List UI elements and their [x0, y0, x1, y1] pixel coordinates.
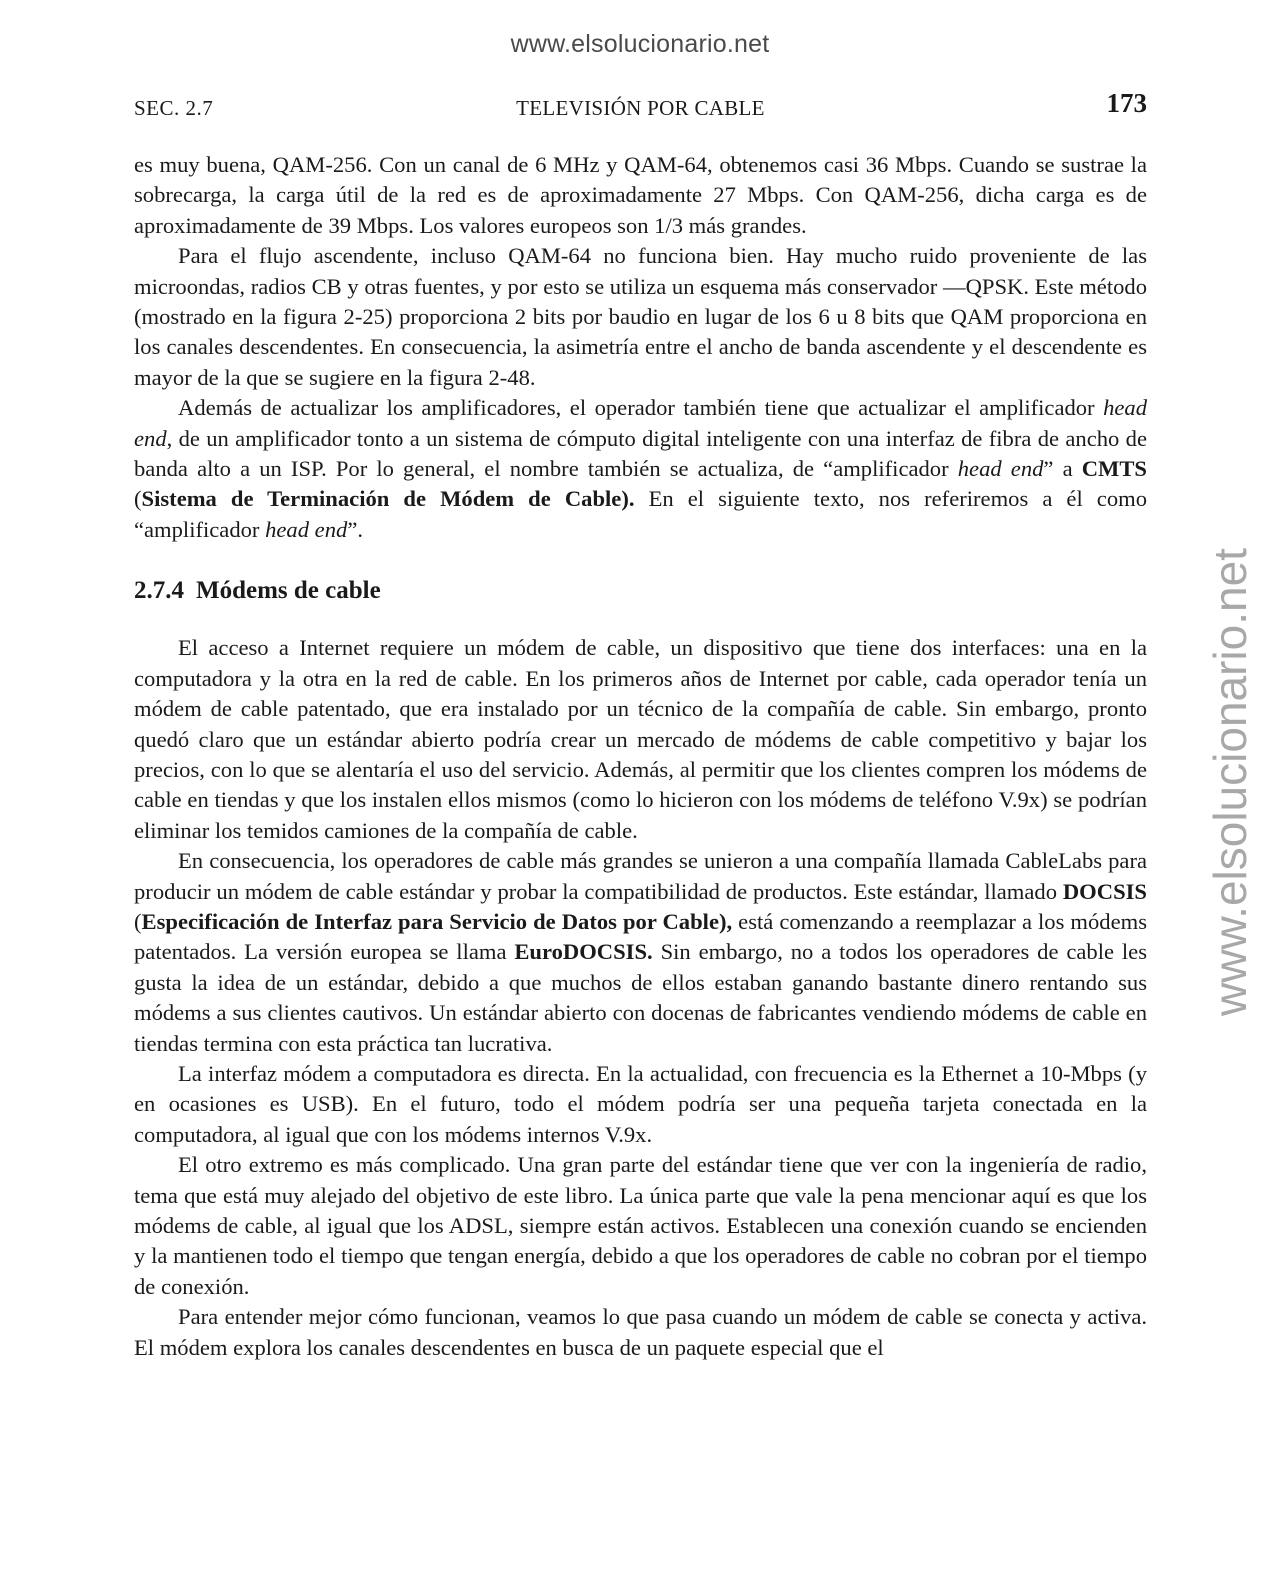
text-run: Además de actualizar los amplificadores, el operador también tiene que actualizar el amplificador	[178, 395, 1104, 421]
running-head-section: SEC. 2.7	[134, 96, 214, 120]
paragraph: es muy buena, QAM-256. Con un canal de 6 MHz y QAM-64, obtenemos casi 36 Mbps. Cuando se sustrae la sobrecarga, la carga útil de la red es de aproximadamente 27 Mbps. Con QAM-256, dicha carga es de aproximadamente de 39 Mbps. Los valores europeos son 1/3 más grandes.	[134, 152, 1147, 238]
text-run: Sin embargo, no a todos los operadores de cable les gusta la idea de un estándar, debido a que muchos de ellos estaban ganando bastante dinero rentando sus módems a sus clientes cautivos. Un estándar abierto con docenas de fabricantes vendiendo módems de cable en tiendas termina con esta práctica tan lucrativa.	[134, 939, 1147, 1056]
section-heading	[134, 576, 1147, 606]
paragraph: La interfaz módem a computadora es directa. En la actualidad, con frecuencia es la Ethernet a 10-Mbps (y en ocasiones es USB). En el futuro, todo el módem podría ser una pequeña tarjeta conectada en la computadora, al igual que con los módems internos V.9x.	[134, 1060, 1147, 1147]
running-head-title: TELEVISIÓN POR CABLE	[516, 96, 765, 120]
paragraph: El acceso a Internet requiere un módem de cable, un dispositivo que tiene dos interfaces: una en la computadora y la otra en la red de cable. En los primeros años de Internet por cable, cada operador tenía un módem de cable patentado, que era instalado por un técnico de la compañía de cable. Sin embargo, pronto quedó claro que un estándar abierto podría crear un mercado de módems de cable competitivo y bajar los precios, con lo que se alentaría el uso del servicio. Además, al permitir que los clientes compren los módems de cable en tiendas y que los instalen ellos mismos (como lo hicieron con los módems de teléfono V.9x) se podrían eliminar los temidos camiones de la compañía de cable.	[134, 635, 1147, 843]
paragraph	[134, 846, 1147, 1059]
paragraph	[134, 393, 1147, 545]
bold-term: Sistema de Terminación de Módem de Cable).	[141, 486, 635, 512]
text-run: (	[134, 486, 142, 512]
bold-term: EuroDOCSIS.	[514, 939, 653, 965]
page-body	[134, 150, 1147, 1363]
italic-term: head end	[265, 516, 348, 542]
text-run: , de un amplificador tonto a un sistema de cómputo digital inteligente con una interfaz de fibra de ancho de banda alto a un ISP. Por lo general, el nombre también se actualiza, de “amplificador	[134, 425, 1147, 482]
text-run: En consecuencia, los operadores de cable más grandes se unieron a una compañía llamada CableLabs para producir un módem de cable estándar y probar la compatibilidad de productos. Este estándar, llamado	[134, 848, 1147, 904]
text-run: está comenzando a reemplazar a los módems patentados. La versión europea se llama	[134, 908, 1147, 965]
text-run: ” a	[1043, 456, 1082, 482]
page-number: 173	[1106, 88, 1147, 118]
watermark-url-top: www.elsolucionario.net	[510, 30, 770, 58]
text-run: (	[134, 908, 142, 934]
text-run: En el siguiente texto, nos referiremos a él como “amplificador	[134, 486, 1147, 542]
italic-term: head end	[957, 456, 1044, 482]
paragraph: Para entender mejor cómo funcionan, veamos lo que pasa cuando un módem de cable se conecta y activa. El módem explora los canales descendentes en busca de un paquete especial que el	[134, 1304, 1147, 1360]
text-run: ”.	[347, 516, 363, 542]
section-number: 2.7.4	[134, 577, 184, 605]
running-head	[134, 88, 1147, 124]
watermark-url-side: www.elsolucionario.net	[1204, 548, 1256, 1016]
paragraph: El otro extremo es más complicado. Una gran parte del estándar tiene que ver con la ingeniería de radio, tema que está muy alejado del objetivo de este libro. La única parte que vale la pena mencionar aquí es que los módems de cable, al igual que los ADSL, siempre están activos. Establecen una conexión cuando se encienden y la mantienen todo el tiempo que tengan energía, debido a que los operadores de cable no cobran por el tiempo de conexión.	[134, 1152, 1147, 1299]
paragraph: Para el flujo ascendente, incluso QAM-64 no funciona bien. Hay mucho ruido proveniente de las microondas, radios CB y otras fuentes, y por esto se utiliza un esquema más conservador —QPSK. Este método (mostrado en la figura 2-25) proporciona 2 bits por baudio en lugar de los 6 u 8 bits que QAM proporciona en los canales descendentes. En consecuencia, la asimetría entre el ancho de banda ascendente y el descendente es mayor de la que se sugiere en la figura 2-48.	[134, 243, 1147, 390]
bold-term: CMTS	[1081, 456, 1147, 482]
section-title: Módems de cable	[196, 577, 381, 605]
bold-term: DOCSIS	[1062, 878, 1147, 904]
italic-term: head end	[134, 395, 1147, 451]
bold-term: Especificación de Interfaz para Servicio de Datos por Cable),	[141, 908, 733, 934]
